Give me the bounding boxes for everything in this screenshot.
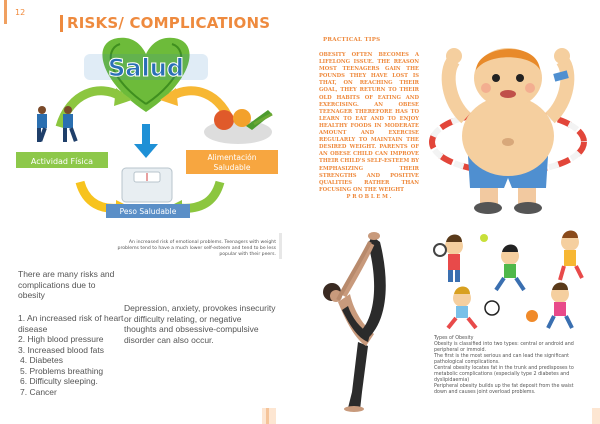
kids-sports-icon xyxy=(432,224,590,332)
list-item: 1. An increased risk of heart disease xyxy=(18,313,124,334)
risks-list xyxy=(18,313,128,397)
tips-body-text: OBESITY OFTEN BECOMES A LIFELONG ISSUE. THE REASON MOST TEENAGERS GAIN THE POUNDS THEY HAVE LOST IS THAT, ON REACHING THEIR GOAL, THEY RETURN TO THEIR OLD HABITS OF EATING AND EXERCISING. AN OBESE TEENAGER THEREFORE HAS TO LEARN TO EAT AND TO ENJOY HEALTHY FOODS IN MODERATE AMOUNT AND EXERCISE REGULARLY TO MAINTAIN THE DESIRED WEIGHT. PARENTS OF AN OBESE CHILD CAN IMPROVE THEIR CHILD'S SELF-ESTEEM BY EMPHASIZING THEIR STRENGTHS AND POSITIVE QUALITIES RATHER THAN FOCUSING ON THE WEIGHT xyxy=(319,52,419,193)
list-item: 6. Difficulty sleeping. xyxy=(20,376,98,386)
divider-bar xyxy=(279,233,282,259)
types-paragraph: Obesity is classified into two types: central or android and peripheral or immoid. xyxy=(434,342,574,353)
down-arrow-icon xyxy=(134,144,158,158)
depression-paragraph: Depression, anxiety, provokes insecurity or difficulty relating, or negative thoughts and obsessive-compulsive disorder can also occur. xyxy=(124,303,276,345)
svg-text:Actividad Física: Actividad Física xyxy=(30,157,94,166)
yoga-woman-image xyxy=(298,222,430,414)
overweight-kid-icon xyxy=(428,32,588,218)
types-paragraph: The first is the most serious and can lead the significant pathological complications. xyxy=(434,354,570,365)
page-number: 12 xyxy=(15,8,26,17)
list-item: 7. Cancer xyxy=(20,386,57,397)
healthy-food-icon xyxy=(204,109,272,144)
list-item: 4. Diabetes xyxy=(20,355,63,365)
page-title: RISKS/ COMPLICATIONS xyxy=(67,14,271,32)
tips-last-word: P R O B L E M . xyxy=(346,193,392,200)
salud-heading: Salud xyxy=(108,54,184,82)
list-item: 2. High blood pressure xyxy=(18,334,104,344)
svg-text:Saludable: Saludable xyxy=(213,163,251,172)
overweight-cartoon-image xyxy=(428,32,588,218)
decorative-bar xyxy=(262,408,276,424)
emotional-problems-caption: An increased risk of emotional problems. Teenagers with weight problems tend to have a much lower self-esteem and tend to be less popular with their peers. xyxy=(117,240,276,257)
risks-intro: There are many risks and complications due to obesity xyxy=(18,269,115,300)
tips-body xyxy=(319,52,419,201)
decorative-bar xyxy=(266,408,269,424)
svg-text:Alimentación: Alimentación xyxy=(207,153,257,162)
tips-title: PRACTICAL TIPS xyxy=(323,37,381,43)
yoga-figure-icon xyxy=(298,222,430,414)
types-title: Types of Obesity xyxy=(434,336,474,341)
salud-diagram xyxy=(10,32,282,224)
svg-text:Peso Saludable: Peso Saludable xyxy=(119,207,177,216)
types-paragraph: Peripheral obesity builds up the fat deposit from the waist down and causes joint overload problems. xyxy=(434,384,574,395)
salud-illustration xyxy=(10,32,282,224)
decorative-bar xyxy=(592,408,600,424)
types-of-obesity xyxy=(434,336,584,396)
types-paragraph: Central obesity locates fat in the trunk and predisposes to metabolic complications (especially type 2 diabetes and dyslipidaemia) xyxy=(434,366,574,383)
scale-icon xyxy=(122,168,172,202)
page-number-marker xyxy=(4,0,37,24)
kids-sports-image xyxy=(432,224,590,332)
list-item: 5. Problems breathing xyxy=(20,365,104,376)
list-item: 3. Increased blood fats xyxy=(18,344,105,355)
